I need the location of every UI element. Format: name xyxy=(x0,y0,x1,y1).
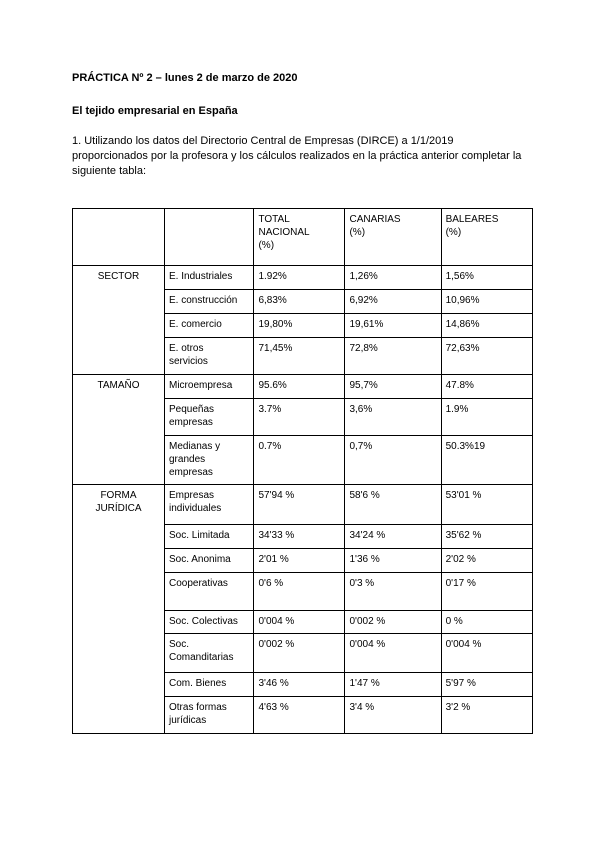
cell-total: 1.92% xyxy=(254,266,345,290)
row-label: E. construcción xyxy=(165,290,254,314)
cell-total: 3'46 % xyxy=(254,673,345,697)
cell-baleares: 1.9% xyxy=(441,399,532,436)
cell-baleares: 5'97 % xyxy=(441,673,532,697)
cell-canarias: 0'004 % xyxy=(345,634,441,673)
row-label: Soc. Colectivas xyxy=(165,611,254,634)
row-label: Otras formas jurídicas xyxy=(165,697,254,734)
cell-total: 19,80% xyxy=(254,314,345,338)
row-label: E. Industriales xyxy=(165,266,254,290)
row-label: Soc. Anonima xyxy=(165,549,254,573)
cell-baleares: 0'004 % xyxy=(441,634,532,673)
cell-total: 0'6 % xyxy=(254,573,345,611)
row-label: Cooperativas xyxy=(165,573,254,611)
cell-baleares: 1,56% xyxy=(441,266,532,290)
cell-baleares: 72,63% xyxy=(441,338,532,375)
cell-baleares: 14,86% xyxy=(441,314,532,338)
cell-canarias: 6,92% xyxy=(345,290,441,314)
cell-canarias: 1,26% xyxy=(345,266,441,290)
cell-baleares: 10,96% xyxy=(441,290,532,314)
cell-baleares: 47.8% xyxy=(441,375,532,399)
cell-baleares: 2'02 % xyxy=(441,549,532,573)
page-title: PRÁCTICA Nº 2 – lunes 2 de marzo de 2020 xyxy=(72,72,298,84)
cell-canarias: 3,6% xyxy=(345,399,441,436)
cell-baleares: 35'62 % xyxy=(441,525,532,549)
header-empty-cell xyxy=(165,209,254,266)
row-label: Soc. Limitada xyxy=(165,525,254,549)
cell-total: 71,45% xyxy=(254,338,345,375)
cell-baleares: 50.3%19 xyxy=(441,436,532,485)
cell-total: 0'004 % xyxy=(254,611,345,634)
cell-baleares: 53'01 % xyxy=(441,485,532,525)
header-baleares: BALEARES (%) xyxy=(441,209,532,266)
cell-baleares: 0'17 % xyxy=(441,573,532,611)
cell-canarias: 0'002 % xyxy=(345,611,441,634)
cell-total: 0.7% xyxy=(254,436,345,485)
cell-canarias: 3'4 % xyxy=(345,697,441,734)
cell-canarias: 1'47 % xyxy=(345,673,441,697)
cell-canarias: 0,7% xyxy=(345,436,441,485)
table-header-row xyxy=(73,209,533,266)
row-label: Empresas individuales xyxy=(165,485,254,525)
header-total-nacional: TOTAL NACIONAL (%) xyxy=(254,209,345,266)
row-label: Medianas y grandes empresas xyxy=(165,436,254,485)
table-row xyxy=(73,485,533,525)
cell-total: 34'33 % xyxy=(254,525,345,549)
header-canarias: CANARIAS (%) xyxy=(345,209,441,266)
row-label: Soc. Comanditarias xyxy=(165,634,254,673)
cell-baleares: 0 % xyxy=(441,611,532,634)
cell-total: 3.7% xyxy=(254,399,345,436)
section-subtitle: El tejido empresarial en España xyxy=(72,105,238,117)
row-label: Microempresa xyxy=(165,375,254,399)
row-label: Com. Bienes xyxy=(165,673,254,697)
cell-canarias: 34'24 % xyxy=(345,525,441,549)
cell-canarias: 0'3 % xyxy=(345,573,441,611)
row-label: Pequeñas empresas xyxy=(165,399,254,436)
row-label: E. otros servicios xyxy=(165,338,254,375)
cell-total: 4'63 % xyxy=(254,697,345,734)
cell-canarias: 1'36 % xyxy=(345,549,441,573)
table-row xyxy=(73,375,533,399)
data-table xyxy=(72,208,533,734)
cell-baleares: 3'2 % xyxy=(441,697,532,734)
group-label-sector: SECTOR xyxy=(73,266,165,375)
group-label-forma-juridica: FORMA JURÍDICA xyxy=(73,485,165,734)
cell-total: 2'01 % xyxy=(254,549,345,573)
cell-total: 95.6% xyxy=(254,375,345,399)
cell-canarias: 95,7% xyxy=(345,375,441,399)
cell-total: 6,83% xyxy=(254,290,345,314)
cell-canarias: 72,8% xyxy=(345,338,441,375)
header-empty-cell xyxy=(73,209,165,266)
cell-canarias: 19,61% xyxy=(345,314,441,338)
cell-total: 0'002 % xyxy=(254,634,345,673)
instruction-paragraph: 1. Utilizando los datos del Directorio Central de Empresas (DIRCE) a 1/1/2019 proporcionados por la profesora y los cálculos realizados en la práctica anterior completar la siguiente tabla: xyxy=(72,135,522,177)
row-label: E. comercio xyxy=(165,314,254,338)
table-row xyxy=(73,266,533,290)
cell-total: 57'94 % xyxy=(254,485,345,525)
cell-canarias: 58'6 % xyxy=(345,485,441,525)
group-label-tamano: TAMAÑO xyxy=(73,375,165,485)
